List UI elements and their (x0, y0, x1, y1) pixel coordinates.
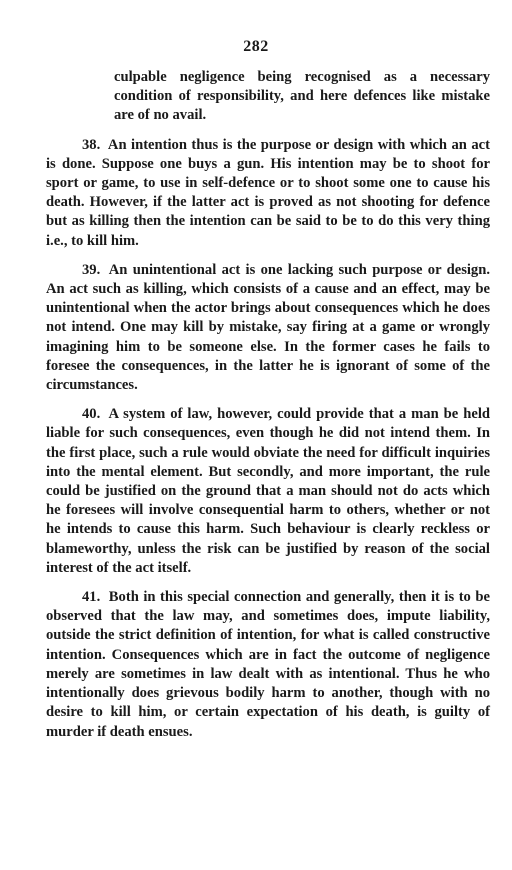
paragraph-text: culpable negligence being recognised as a necessary condition of responsibility, and here defences like mistake are of no avail. (114, 69, 490, 124)
paragraph-text: An unintentional act is one lacking such purpose or design. An act such as killing, which consists of a cause and an effect, may be unintentional when the actor brings about consequences which he does not intend. One may kill by mistake, say firing at a game or wrongly imagining him to be someone else. In the former cases he fails to foresee the consequences, in the latter he is ignorant of some of the circumstances. (46, 261, 490, 394)
paragraph-38 (46, 136, 490, 251)
paragraph-number: 40. (82, 406, 101, 423)
paragraph-text: Both in this special connection and generally, then it is to be observed that the law may, and sometimes does, impute liability, outside the strict definition of intention, for what is called constructive intention. Consequences which are in fact the outcome of negligence merely are sometimes in law dealt with as intentional. Thus he who intentionally does grievous bodily harm to another, though with no desire to kill him, or certain expectation of his death, is guilty of murder if death ensues. (46, 589, 490, 740)
paragraph-text: An intention thus is the purpose or design with which an act is done. Suppose one buys a gun. His intention may be to shoot for sport or game, to use in self-defence or to shoot some one to cause his death. However, if the latter act is proved as not shooting for defence but as killing then the intention can be said to be to do this very thing i.e., to kill him. (46, 136, 490, 249)
paragraph-41 (46, 588, 490, 742)
paragraph-number: 38. (82, 136, 101, 153)
paragraph-number: 41. (82, 589, 101, 606)
paragraph-40 (46, 405, 490, 578)
paragraph-continued (46, 68, 490, 126)
page-number: 282 (243, 38, 269, 55)
paragraph-number: 39. (82, 261, 101, 278)
paragraph-text: A system of law, however, could provide that a man be held liable for such consequences, even though he did not intend them. In the first place, such a rule would obviate the need for difficult inquiries into the mental element. But secondly, and more important, the rule could be justified on the ground that a man should not do acts which he foresees will involve consequential harm to others, whether or not he intends to cause this harm. Such behaviour is clearly reckless or blameworthy, unless the risk can be justified by reason of the social interest of the act itself. (46, 406, 491, 576)
paragraph-39 (46, 261, 490, 395)
page-body (46, 68, 490, 752)
